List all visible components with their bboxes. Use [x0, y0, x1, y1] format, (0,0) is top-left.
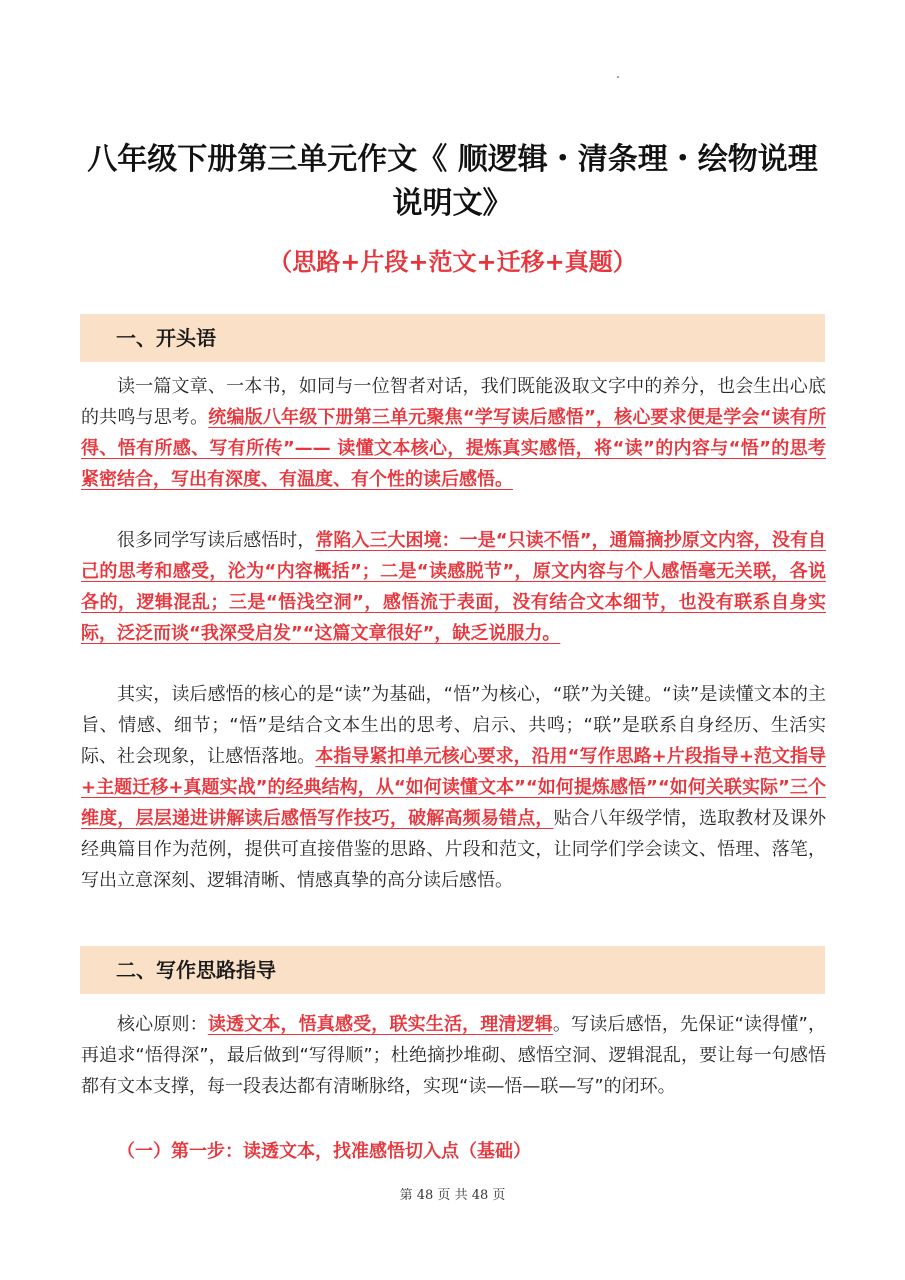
- page-speck: [617, 76, 619, 78]
- highlighted-text: 常陷入三大困境：一是“只读不悟”，通篇摘抄原文内容，没有自己的思考和感受，沦为“内容概括”；二是“读感脱节”，原文内容与个人感悟毫无关联，各说各的，逻辑混乱；三是“悟浅空洞”，感悟流于表面，没有结合文本细节，也没有联系自身实际，泛泛而谈“我深受启发”“这篇文章很好”，缺乏说服力。: [81, 530, 826, 644]
- section-header-writing-guide: [80, 946, 825, 994]
- highlighted-text: 读透文本，悟真感受，联实生活，理清逻辑: [207, 1014, 553, 1035]
- document-title: 八年级下册第三单元作文《 顺逻辑・清条理・绘物说理说明文》: [87, 142, 818, 221]
- section-heading-text: 二、写作思路指导: [116, 958, 276, 982]
- opening-paragraph-2: [81, 525, 826, 649]
- document-subtitle: （思路+片段+范文+迁移+真题）: [268, 248, 637, 276]
- paragraph-text: 很多同学写读后感悟时，: [117, 530, 316, 551]
- highlighted-text: 本指导紧扣单元核心要求，沿用“写作思路+片段指导+范文指导+主题迁移+真题实战”的经典结构，从“如何读懂文本”“如何提炼感悟”“如何关联实际”三个维度，层层递进讲解读后感悟写作技巧，破解高频易错点，: [81, 746, 827, 829]
- paragraph-text: 读一篇文章、一本书，如同与一位智者对话，我们既能汲取文字中的养分，也会生出心底的共鸣与思考。: [81, 376, 826, 428]
- paragraph-text: 核心原则：: [117, 1014, 208, 1035]
- section-heading-text: 一、开头语: [116, 326, 216, 350]
- step-one-heading: （一）第一步：读透文本，找准感悟切入点（基础）: [117, 1141, 531, 1162]
- highlighted-text: 统编版八年级下册第三单元聚焦“学写读后感悟”，核心要求便是学会“读有所得、悟有所感、写有所传”—— 读懂文本核心，提炼真实感悟，将“读”的内容与“悟”的思考紧密结合，写出有深度、有温度、有个性的读后感悟。: [81, 407, 826, 490]
- opening-paragraph-1: [81, 371, 826, 495]
- section-header-opening: [80, 314, 825, 362]
- guide-paragraph-1: [81, 1009, 826, 1102]
- paragraph-text: 。写读后感悟，先保证“读得懂”，再追求“悟得深”，最后做到“写得顺”；杜绝摘抄堆砌、感悟空洞、逻辑混乱，要让每一句感悟都有文本支撑，每一段表达都有清晰脉络，实现“读—悟—联—写”的闭环。: [81, 1014, 827, 1097]
- paragraph-text: 其实，读后感悟的核心的是“读”为基础，“悟”为核心，“联”为关键。“读”是读懂文本的主旨、情感、细节；“悟”是结合文本生出的思考、启示、共鸣；“联”是联系自身经历、生活实际、社会现象，让感悟落地。: [81, 684, 826, 767]
- paragraph-text: 贴合八年级学情，选取教材及课外经典篇目作为范例，提供可直接借鉴的思路、片段和范文，让同学们学会读文、悟理、落笔，写出立意深刻、逻辑清晰、情感真挚的高分读后感悟。: [81, 808, 827, 891]
- page-number-footer: 第 48 页 共 48 页: [399, 1188, 506, 1203]
- opening-paragraph-3: [81, 679, 826, 896]
